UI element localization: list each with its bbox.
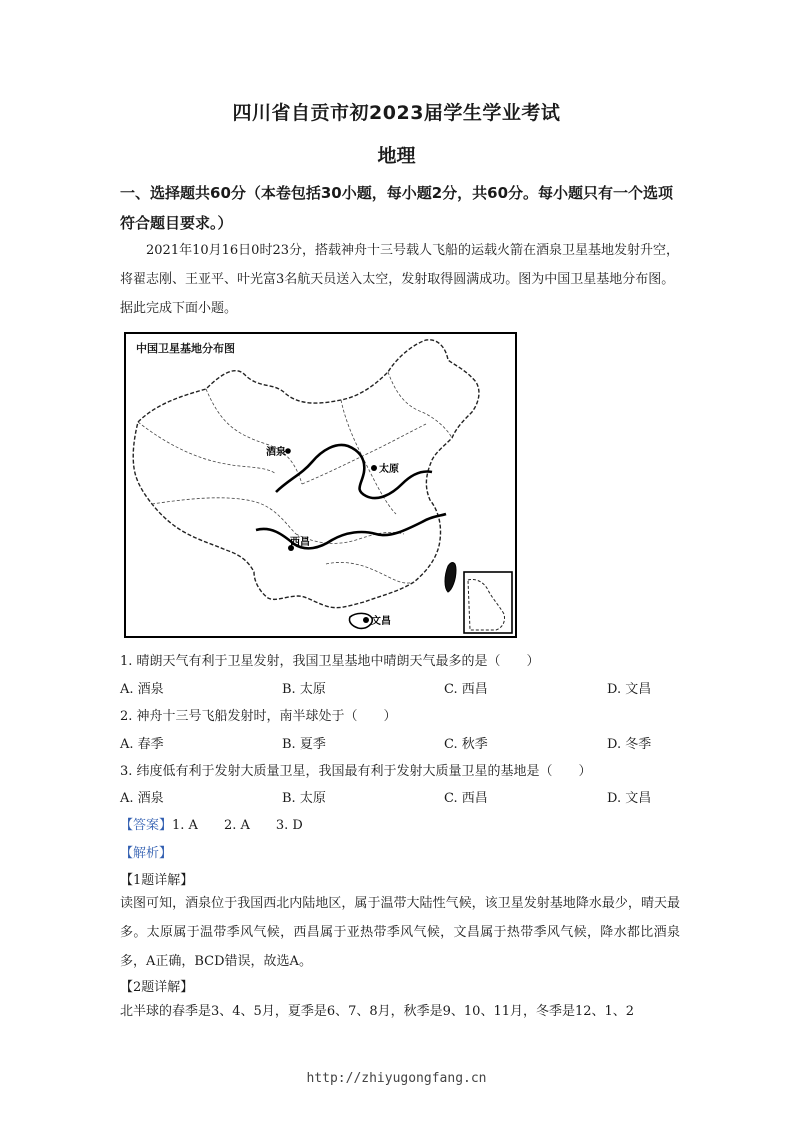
q2-analysis-text: 北半球的春季是3、4、5月，夏季是6、7、8月，秋季是9、10、11月，冬季是12、1、2 bbox=[120, 1004, 635, 1019]
province-line bbox=[388, 372, 452, 438]
intro-paragraph bbox=[120, 236, 680, 323]
question-2: 2. 神舟十三号飞船发射时，南半球处于（ ） bbox=[120, 709, 397, 724]
south-china-sea-inset bbox=[464, 572, 512, 633]
q3-option-d: D. 文昌 bbox=[607, 791, 652, 806]
taiwan-island bbox=[445, 563, 456, 592]
china-satellite-base-map bbox=[124, 332, 517, 638]
question-3: 3. 纬度低有利于发射大质量卫星，我国最有利于发射大质量卫星的基地是（ ） bbox=[120, 764, 592, 779]
q1-analysis-heading: 【1题详解】 bbox=[120, 873, 194, 888]
q2-option-b: B. 夏季 bbox=[282, 737, 326, 752]
q3-option-c: C. 西昌 bbox=[444, 791, 488, 806]
taiyuan-label: 太原 bbox=[379, 464, 399, 475]
footer-url: http://zhiyugongfang.cn bbox=[306, 1071, 487, 1086]
jiuquan-label: 酒泉 bbox=[266, 447, 286, 458]
analysis-tag: 【解析】 bbox=[120, 846, 173, 861]
q2-analysis-heading: 【2题详解】 bbox=[120, 980, 194, 995]
wenchang-dot bbox=[363, 617, 369, 623]
map-title: 中国卫星基地分布图 bbox=[136, 342, 235, 355]
china-border bbox=[133, 340, 479, 608]
q2-analysis bbox=[120, 997, 680, 1026]
taiyuan-dot bbox=[371, 465, 377, 471]
answer-text: 1. A 2. A 3. D bbox=[172, 818, 303, 833]
exam-title: 四川省自贡市初2023届学生学业考试 bbox=[232, 102, 561, 124]
q1-analysis bbox=[120, 889, 680, 976]
answer-line bbox=[120, 814, 303, 833]
question-1-options bbox=[120, 678, 680, 698]
q2-option-c: C. 秋季 bbox=[444, 737, 488, 752]
question-1: 1. 晴朗天气有利于卫星发射，我国卫星基地中晴朗天气最多的是（ ） bbox=[120, 654, 540, 669]
province-line bbox=[206, 389, 302, 484]
q3-option-a: A. 酒泉 bbox=[120, 791, 164, 806]
q1-option-d: D. 文昌 bbox=[607, 682, 652, 697]
question-2-options bbox=[120, 733, 680, 753]
jiuquan-dot bbox=[285, 448, 291, 454]
yellow-river bbox=[276, 445, 432, 498]
province-line bbox=[138, 422, 276, 474]
subject-title: 地理 bbox=[377, 145, 416, 167]
wenchang-label: 文昌 bbox=[371, 616, 391, 627]
q2-option-d: D. 冬季 bbox=[607, 737, 652, 752]
q1-analysis-text: 读图可知，酒泉位于我国西北内陆地区，属于温带大陆性气候，该卫星发射基地降水最少，晴天最多。太原属于温带季风气候，西昌属于亚热带季风气候，文昌属于热带季风气候，降水都比酒泉多，A正确，BCD错误，故选A。 bbox=[120, 896, 680, 969]
yangtze-river bbox=[256, 514, 446, 548]
q1-option-a: A. 酒泉 bbox=[120, 682, 164, 697]
q1-option-c: C. 西昌 bbox=[444, 682, 488, 697]
section-heading: 一、选择题共60分（本卷包括30小题，每小题2分，共60分。每小题只有一个选项符合题目要求。） bbox=[120, 184, 674, 232]
xichang-label: 西昌 bbox=[290, 537, 310, 548]
province-line bbox=[326, 562, 414, 583]
intro-text: 2021年10月16日0时23分，搭载神舟十三号载人飞船的运载火箭在酒泉卫星基地发射升空，将翟志刚、王亚平、叶光富3名航天员送入太空，发射取得圆满成功。图为中国卫星基地分布图。据此完成下面小题。 bbox=[120, 243, 679, 316]
map-drawing bbox=[126, 334, 515, 636]
q1-option-b: B. 太原 bbox=[282, 682, 326, 697]
q3-option-b: B. 太原 bbox=[282, 791, 326, 806]
question-3-options bbox=[120, 787, 680, 807]
province-line bbox=[152, 498, 296, 534]
hainan-island bbox=[349, 613, 372, 628]
answer-tag: 【答案】 bbox=[120, 818, 173, 833]
q2-option-a: A. 春季 bbox=[120, 737, 164, 752]
